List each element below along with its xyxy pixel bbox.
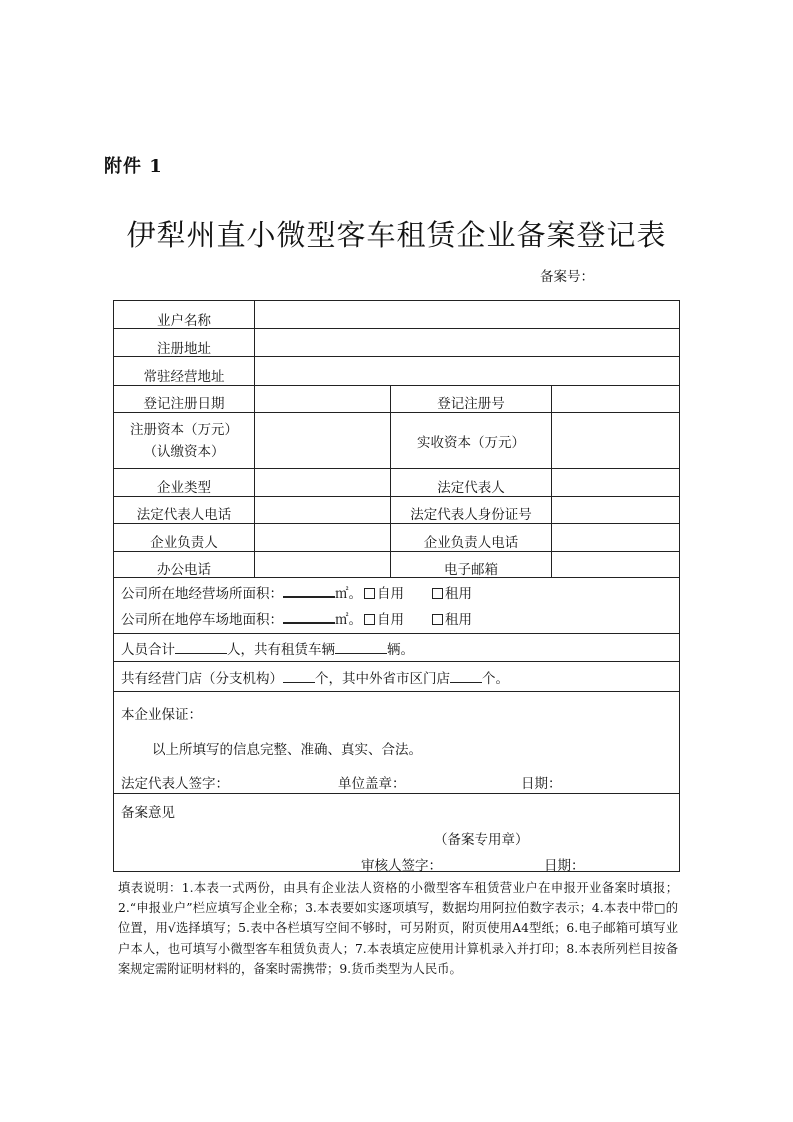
legal-rep-id-field[interactable] (552, 497, 680, 523)
legal-rep-label: 法定代表人 (437, 479, 505, 496)
registered-capital-line1: 注册资本（万元） (130, 421, 238, 438)
parking-rent-label: 租用 (445, 612, 472, 628)
attachment-label: 附件 1 (104, 156, 163, 177)
record-number-label: 备案号： (540, 269, 594, 285)
enterprise-type-field[interactable] (255, 469, 390, 496)
staff-count-input[interactable] (175, 641, 227, 654)
registered-capital-field[interactable] (255, 413, 390, 468)
business-address-label: 常驻经营地址 (143, 369, 225, 385)
office-own-checkbox[interactable] (364, 588, 375, 599)
reg-date-label: 登记注册日期 (143, 396, 225, 412)
stores-unit: 个。 (482, 671, 509, 687)
reg-date-field[interactable] (255, 386, 390, 412)
paid-capital-field[interactable] (552, 413, 680, 468)
enterprise-type-label: 企业类型 (157, 479, 211, 496)
vehicles-unit: 辆。 (387, 642, 414, 658)
parking-area-label: 公司所在地停车场地面积： (121, 612, 283, 628)
parking-rent-checkbox[interactable] (432, 614, 443, 625)
office-area-input[interactable] (283, 584, 335, 598)
registered-address-label: 注册地址 (157, 340, 211, 357)
opinion-title: 备案意见 (121, 805, 175, 821)
office-area-label: 公司所在地经营场所面积： (121, 586, 283, 602)
opinion-seal-label: （备案专用章） (434, 832, 529, 848)
person-in-charge-phone-field[interactable] (552, 524, 680, 551)
company-seal-label: 单位盖章： (338, 776, 406, 792)
staff-label: 人员合计 (121, 642, 175, 658)
vehicle-count-input[interactable] (335, 641, 387, 654)
registered-address-field[interactable] (255, 329, 680, 356)
person-in-charge-field[interactable] (255, 524, 390, 551)
email-label: 电子邮箱 (444, 561, 498, 578)
guarantee-title: 本企业保证： (121, 707, 202, 723)
registered-capital-label (114, 413, 254, 468)
stores-label: 共有经营门店（分支机构） (121, 671, 283, 687)
stores-row (121, 667, 509, 687)
office-area-row (121, 582, 472, 602)
parking-own-checkbox[interactable] (364, 614, 375, 625)
person-in-charge-phone-label: 企业负责人电话 (423, 534, 519, 551)
review-date-label: 日期： (544, 858, 585, 874)
person-in-charge-label: 企业负责人 (150, 534, 218, 551)
guarantee-text: 以上所填写的信息完整、准确、真实、合法。 (152, 742, 422, 758)
registered-capital-line2: （认缴资本） (143, 443, 225, 460)
legal-rep-field[interactable] (552, 469, 680, 496)
email-field[interactable] (552, 552, 680, 577)
legal-rep-phone-label: 法定代表人电话 (136, 507, 232, 523)
parking-own-label: 自用 (377, 612, 404, 628)
stores-count-input[interactable] (283, 670, 315, 683)
parking-area-row (121, 608, 472, 628)
vehicles-label: 人，共有租赁车辆 (227, 642, 335, 658)
out-of-province-stores-label: 个，其中外省市区门店 (315, 671, 450, 687)
office-phone-field[interactable] (255, 552, 390, 577)
legal-rep-signature-label: 法定代表人签字： (121, 776, 229, 792)
office-phone-label: 办公电话 (157, 561, 211, 578)
legal-rep-id-label: 法定代表人身份证号 (410, 507, 532, 523)
staff-row (121, 638, 414, 658)
filling-instructions: 填表说明：1.本表一式两份，由具有企业法人资格的小微型客车租赁营业户在申报开业备案时填报；2.“申报业户”栏应填写企业全称；3.本表要如实逐项填写，数据均用阿拉伯数字表示；4.本表中带□的位置，用√选择填写；5.表中各栏填写空间不够时，可另附页，附页使用A4型纸；6.电子邮箱可填写业户本人，也可填写小微型客车租赁负责人；7.本表填定应使用计算机录入并打印；8.本表所列栏目按备案规定需附证明材料的，备案时需携带；9.货币类型为人民币。 (118, 881, 678, 976)
parking-area-unit: ㎡。 (335, 612, 362, 628)
page-title: 伊犁州直小微型客车租赁企业备案登记表 (126, 218, 667, 252)
business-address-field[interactable] (255, 357, 680, 385)
paid-capital-label: 实收资本（万元） (417, 434, 525, 451)
parking-area-input[interactable] (283, 610, 335, 624)
registration-form (113, 300, 680, 872)
out-of-province-count-input[interactable] (450, 670, 482, 683)
company-name-label: 业户名称 (157, 312, 211, 329)
reg-no-label: 登记注册号 (437, 396, 505, 412)
office-rent-label: 租用 (445, 586, 472, 602)
legal-rep-phone-field[interactable] (255, 497, 390, 523)
company-name-field[interactable] (255, 301, 680, 328)
office-own-label: 自用 (377, 586, 404, 602)
guarantee-date-label: 日期： (521, 776, 562, 792)
reg-no-field[interactable] (552, 386, 680, 412)
reviewer-signature-label: 审核人签字： (361, 858, 442, 874)
office-area-unit: ㎡。 (335, 586, 362, 602)
office-rent-checkbox[interactable] (432, 588, 443, 599)
